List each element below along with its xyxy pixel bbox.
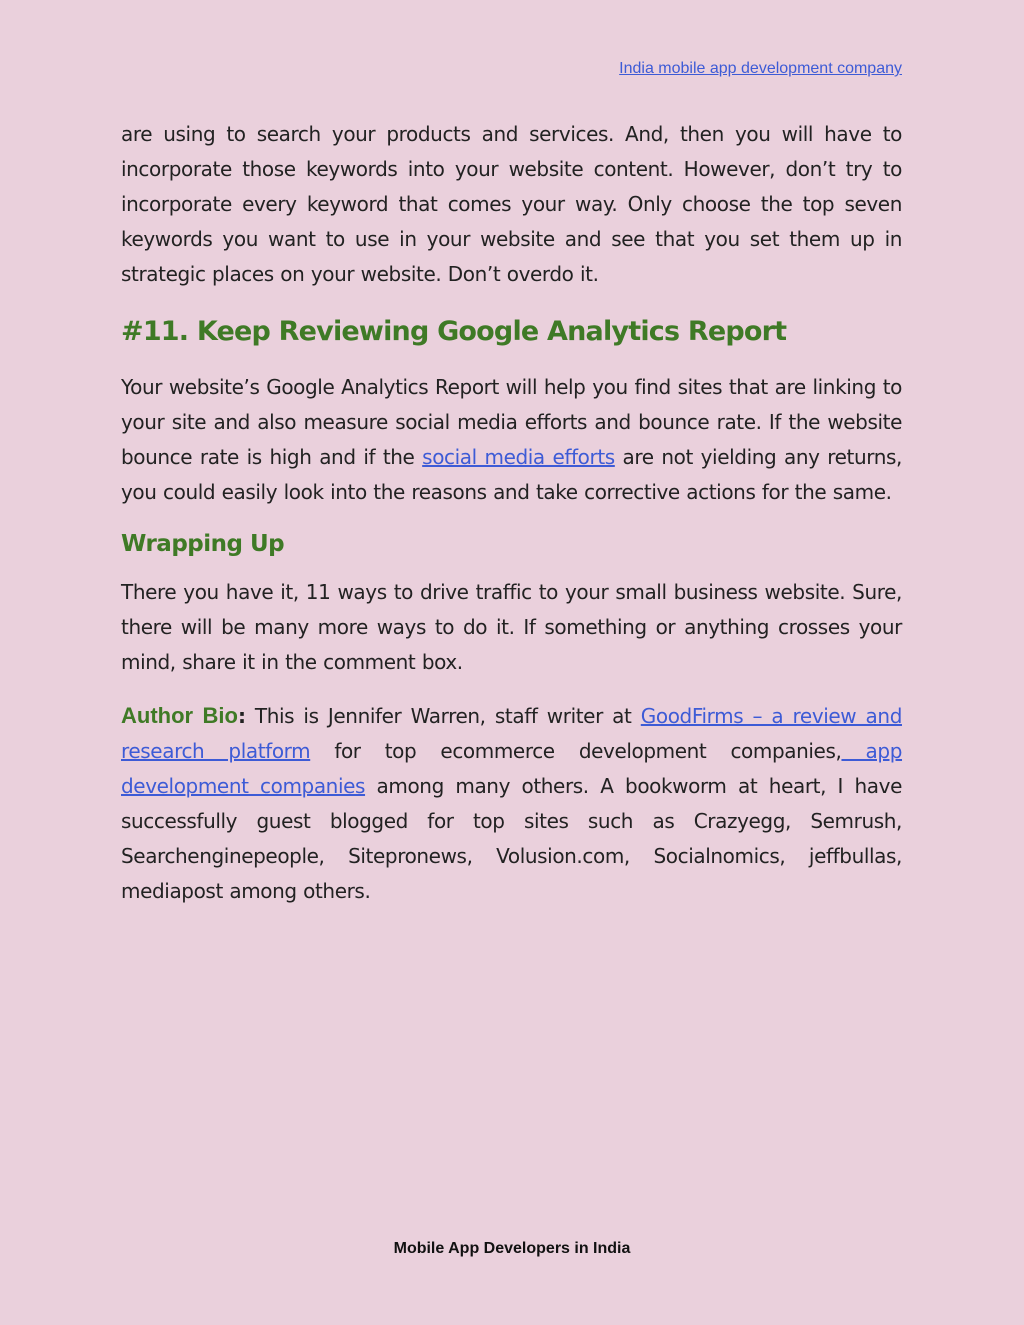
author-bio-text-2: for top ecommerce development companies, xyxy=(310,739,842,763)
header-link[interactable]: India mobile app development company xyxy=(619,60,902,77)
author-bio-paragraph xyxy=(121,698,902,909)
page-footer: Mobile App Developers in India xyxy=(393,1240,631,1257)
app-development-companies-link[interactable]: app development companies xyxy=(121,739,903,798)
document-body xyxy=(121,117,902,909)
author-bio-label: Author Bio xyxy=(121,703,238,728)
wrapping-up-heading: Wrapping Up xyxy=(121,531,285,557)
social-media-efforts-link[interactable]: social media efforts xyxy=(422,445,615,469)
author-bio-text-1: This is Jennifer Warren, staff writer at xyxy=(245,704,641,728)
author-bio-colon: : xyxy=(237,704,246,728)
analytics-text-before: Your website’s Google Analytics Report will help you find sites that are linking to your site and also measure social media efforts and bounce rate. If the website bounce rate is high and if the xyxy=(121,375,902,469)
intro-paragraph: are using to search your products and services. And, then you will have to incorporate those keywords into your website content. However, don’t try to incorporate every keyword that comes your way. Only choose the top seven keywords you want to use in your website and see that you set them up in strategic places on your website. Don’t overdo it. xyxy=(121,122,902,286)
analytics-paragraph xyxy=(121,370,902,510)
author-bio-text-3: among many others. A bookworm at heart, I have successfully guest blogged for top sites such as Crazyegg, Semrush, Searchenginepeople, Sitepronews, Volusion.com, Socialnomics, jeffbullas, mediapost among others. xyxy=(121,774,902,903)
analytics-text-after: are not yielding any returns, you could easily look into the reasons and take corrective actions for the same. xyxy=(121,445,902,504)
goodfirms-link[interactable]: GoodFirms – a review and research platform xyxy=(121,704,902,763)
section-heading-11: #11. Keep Reviewing Google Analytics Report xyxy=(121,316,787,347)
wrapping-paragraph: There you have it, 11 ways to drive traffic to your small business website. Sure, there will be many more ways to do it. If something or anything crosses your mind, share it in the comment box. xyxy=(121,580,902,674)
